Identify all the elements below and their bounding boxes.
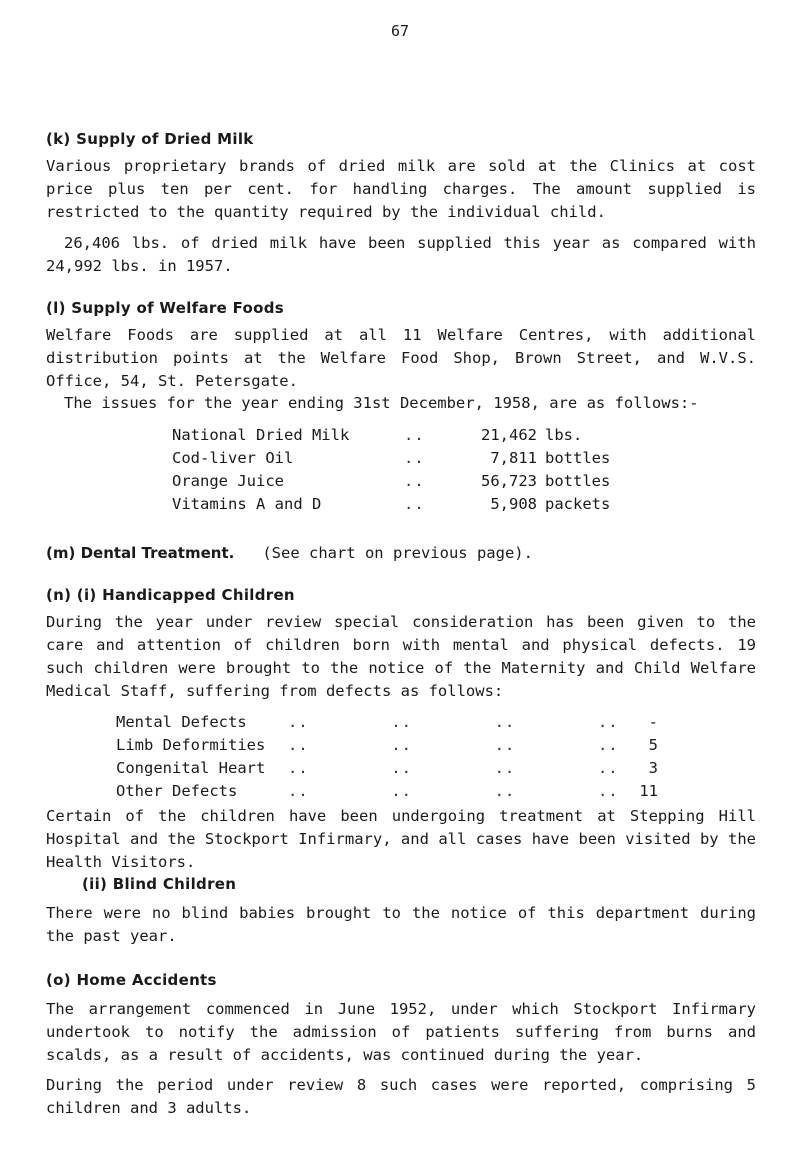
- item-unit: bottles: [545, 472, 611, 490]
- heading-handicapped-children: (n) (i) Handicapped Children: [46, 586, 295, 604]
- item-unit: bottles: [545, 449, 611, 467]
- dental-treatment-text: (See chart on previous page).: [262, 544, 533, 562]
- item-name: Vitamins A and D: [172, 495, 322, 513]
- table-row: [172, 447, 610, 470]
- paragraph-dried-milk-1: Various proprietary brands of dried milk are sold at the Clinics at cost price plus ten per cent. for handling charges. The amount supplied is restricted to the quantity required by the individual child.: [46, 157, 756, 221]
- item-amount: 56,723: [481, 472, 537, 490]
- defect-name: Limb Deformities: [116, 736, 266, 754]
- heading-home-accidents: (o) Home Accidents: [46, 971, 217, 989]
- item-dots: ..: [404, 426, 425, 444]
- defect-dots: .. .. .. ..: [288, 713, 619, 731]
- heading-blind-children: (ii) Blind Children: [82, 875, 237, 893]
- defect-dots: .. .. .. ..: [288, 736, 619, 754]
- table-row: [172, 493, 610, 516]
- item-amount: 5,908: [490, 495, 537, 513]
- paragraph-handicapped-1: During the year under review special consideration has been given to the care and attention of children born with mental and physical defects. 19 such children were brought to the notice of the Maternity and Child Welfare Medical Staff, suffering from defects as follows:: [46, 613, 756, 700]
- dental-treatment-line: [46, 542, 756, 565]
- defect-name: Mental Defects: [116, 713, 247, 731]
- page-number: 67: [390, 22, 410, 40]
- table-row: [172, 470, 610, 493]
- defect-count: 5: [648, 736, 658, 754]
- defects-table: [116, 711, 658, 803]
- heading-welfare-foods: (l) Supply of Welfare Foods: [46, 299, 285, 317]
- table-row: [116, 734, 658, 757]
- item-name: Orange Juice: [172, 472, 284, 490]
- item-dots: ..: [404, 472, 425, 490]
- welfare-foods-table: [172, 424, 610, 516]
- defect-dots: .. .. .. ..: [288, 759, 619, 777]
- item-name: Cod-liver Oil: [172, 449, 294, 467]
- item-name: National Dried Milk: [172, 426, 350, 444]
- item-unit: packets: [545, 495, 611, 513]
- defect-name: Congenital Heart: [116, 759, 266, 777]
- paragraph-handicapped-2: Certain of the children have been undergoing treatment at Stepping Hill Hospital and the Stockport Infirmary, and all cases have been visited by the Health Visitors.: [46, 807, 756, 871]
- heading-dental-treatment: (m) Dental Treatment.: [46, 544, 235, 562]
- paragraph-blind-children: There were no blind babies brought to the notice of this department during the past year.: [46, 904, 756, 945]
- paragraph-welfare-foods-1: Welfare Foods are supplied at all 11 Welfare Centres, with additional distribution points at the Welfare Food Shop, Brown Street, and W.V.S. Office, 54, St. Petersgate.: [46, 326, 756, 390]
- defect-count: 11: [639, 782, 658, 800]
- item-amount: 7,811: [490, 449, 537, 467]
- paragraph-dried-milk-2: 26,406 lbs. of dried milk have been supplied this year as compared with 24,992 lbs. in 1957.: [46, 234, 756, 275]
- defect-count: 3: [648, 759, 658, 777]
- item-dots: ..: [404, 449, 425, 467]
- paragraph-welfare-foods-2: The issues for the year ending 31st December, 1958, are as follows:-: [64, 394, 699, 412]
- heading-dried-milk: (k) Supply of Dried Milk: [46, 130, 254, 148]
- table-row: [116, 757, 658, 780]
- paragraph-home-accidents-1: The arrangement commenced in June 1952, under which Stockport Infirmary undertook to notify the admission of patients suffering from burns and scalds, as a result of accidents, was continued during the year.: [46, 1000, 756, 1064]
- defect-dots: .. .. .. ..: [288, 782, 619, 800]
- defect-name: Other Defects: [116, 782, 238, 800]
- defect-count: -: [648, 713, 658, 731]
- table-row: [172, 424, 610, 447]
- item-amount: 21,462: [481, 426, 537, 444]
- paragraph-home-accidents-2: During the period under review 8 such cases were reported, comprising 5 children and 3 adults.: [46, 1076, 756, 1117]
- item-unit: lbs.: [545, 426, 583, 444]
- table-row: [116, 780, 658, 803]
- table-row: [116, 711, 658, 734]
- item-dots: ..: [404, 495, 425, 513]
